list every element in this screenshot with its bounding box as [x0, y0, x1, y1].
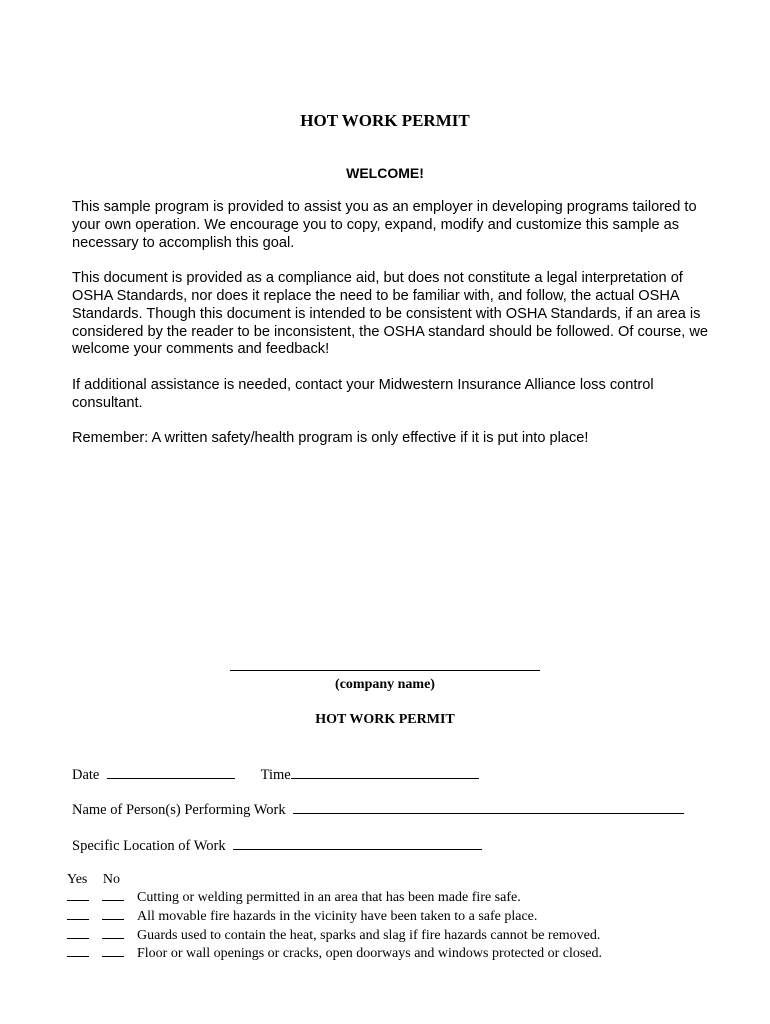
checklist-item [67, 926, 757, 945]
intro-text [72, 199, 712, 466]
checklist-item-text: Guards used to contain the heat, sparks and slag if fire hazards cannot be removed. [137, 927, 601, 943]
form-title: HOT WORK PERMIT [315, 712, 455, 727]
no-checkbox[interactable] [102, 944, 124, 957]
performer-field[interactable] [293, 800, 684, 814]
checklist-item-text: Cutting or welding permitted in an area that has been made fire safe. [137, 890, 521, 905]
yes-checkbox[interactable] [67, 944, 89, 957]
date-field[interactable] [107, 765, 235, 779]
document-title: HOT WORK PERMIT [300, 111, 470, 130]
checklist-item [67, 944, 757, 963]
location-field[interactable] [233, 836, 482, 850]
yes-checkbox[interactable] [67, 888, 89, 901]
hazard-checklist [67, 888, 757, 963]
checklist-item-text: Floor or wall openings or cracks, open doorways and windows protected or closed. [137, 946, 603, 962]
location-label: Specific Location of Work [72, 838, 226, 854]
checklist-item [67, 888, 757, 907]
date-time-row [72, 765, 479, 784]
performer-label: Name of Person(s) Performing Work [72, 802, 286, 818]
yes-label: Yes [67, 872, 88, 887]
location-row [72, 836, 482, 855]
company-name-blank[interactable] [230, 670, 540, 671]
checklist-item [67, 907, 757, 926]
time-field[interactable] [291, 765, 479, 779]
intro-paragraph-reminder: Remember: A written safety/health program is only effective if it is put into place! [72, 430, 589, 447]
yes-checkbox[interactable] [67, 926, 89, 939]
time-label: Time [260, 767, 291, 783]
no-checkbox[interactable] [102, 926, 124, 939]
intro-paragraph-assistance: If additional assistance is needed, contact your Midwestern Insurance Alliance loss control consultant. [72, 376, 654, 411]
checklist-item-text: All movable fire hazards in the vicinity have been taken to a safe place. [137, 908, 538, 924]
performer-row [72, 800, 684, 819]
yes-checkbox[interactable] [67, 907, 89, 920]
no-checkbox[interactable] [102, 907, 124, 920]
yes-no-header [67, 871, 120, 889]
intro-paragraph-purpose: This sample program is provided to assist you as an employer in developing programs tailored to your own operation. We encourage you to copy, expand, modify and customize this sample as necessary to accomplish this goal. [72, 199, 697, 251]
welcome-heading: WELCOME! [346, 165, 424, 181]
no-checkbox[interactable] [102, 888, 124, 901]
intro-paragraph-compliance: This document is provided as a compliance aid, but does not constitute a legal interpretation of OSHA Standards, nor does it replace the need to be familiar with, and follow, the actual OSHA Standards. Though this document is intended to be consistent with OSHA Standards, if an area is considered by the reader to be inconsistent, the OSHA standard should be followed. Of course, we welcome your comments and feedback! [72, 270, 709, 358]
date-label: Date [72, 767, 100, 783]
company-name-caption: (company name) [335, 677, 435, 692]
no-label: No [102, 872, 120, 887]
